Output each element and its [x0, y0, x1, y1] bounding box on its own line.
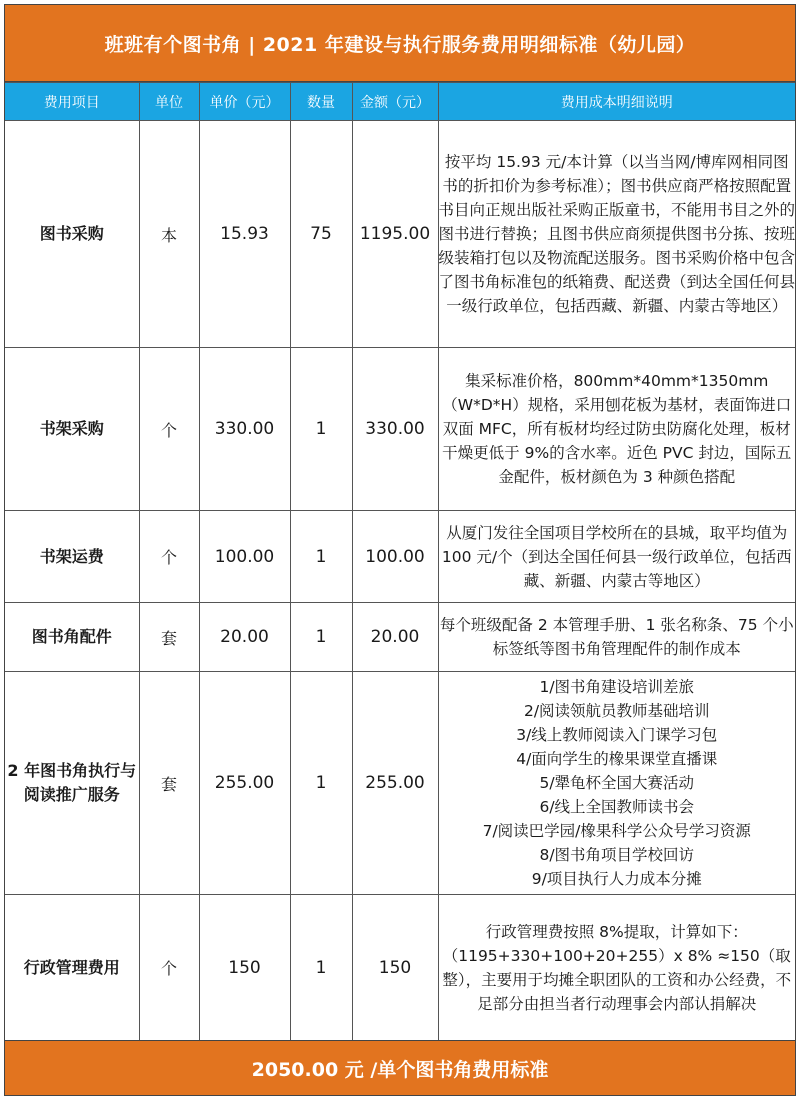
item-price: 100.00 — [199, 511, 290, 603]
table-header-row — [5, 83, 795, 121]
description-text: 行政管理费按照 8%提取，计算如下：（1195+330+100+20+255）x 8% ≈150（取整），主要用于均摊全职团队的工资和办公经费，不足部分由担当者行动理事会内部认捐解决 — [442, 922, 792, 1013]
item-amount: 150 — [352, 895, 438, 1041]
item-qty: 1 — [290, 511, 352, 603]
item-name: 图书角配件 — [5, 603, 139, 672]
item-description — [438, 121, 795, 348]
description-line: 3/线上教师阅读入门课学习包 — [516, 726, 718, 744]
description-text: 按平均 15.93 元/本计算（以当当网/博库网相同图书的折扣价为参考标准）；图书供应商严格按照配置书目向正规出版社采购正版童书，不能用书目之外的图书进行替换；且图书供应商须提供图书分拣、按班级装箱打包以及物流配送服务。图书采购价格中包含了图书角标准包的纸箱费、配送费（到达全国任何县一级行政单位，包括西藏、新疆、内蒙古等地区） — [438, 153, 796, 315]
total-footer: 2050.00 元 /单个图书角费用标准 — [5, 1040, 795, 1095]
cost-sheet — [4, 4, 796, 1096]
item-price: 150 — [199, 895, 290, 1041]
item-description — [438, 672, 795, 895]
table-row — [5, 672, 795, 895]
item-price: 330.00 — [199, 348, 290, 511]
item-name: 书架运费 — [5, 511, 139, 603]
description-text: 集采标准价格，800mm*40mm*1350mm（W*D*H）规格，采用刨花板为基材，表面饰进口双面 MFC，所有板材均经过防虫防腐化处理，板材干燥更低于 9%的含水率。近色 PVC 封边，国际五金配件，板材颜色为 3 种颜色搭配 — [442, 372, 792, 486]
item-unit: 套 — [139, 603, 199, 672]
item-qty: 1 — [290, 603, 352, 672]
col-header-price: 单价（元） — [199, 83, 290, 121]
item-description — [438, 348, 795, 511]
item-unit: 个 — [139, 511, 199, 603]
description-line: 2/阅读领航员教师基础培训 — [523, 702, 710, 720]
description-line: 6/线上全国教师读书会 — [539, 798, 695, 816]
col-header-amount: 金额（元） — [352, 83, 438, 121]
item-unit: 套 — [139, 672, 199, 895]
col-header-item: 费用项目 — [5, 83, 139, 121]
item-price: 255.00 — [199, 672, 290, 895]
page-title: 班班有个图书角 | 2021 年建设与执行服务费用明细标准（幼儿园） — [5, 5, 795, 82]
col-header-unit: 单位 — [139, 83, 199, 121]
item-amount: 255.00 — [352, 672, 438, 895]
item-name: 图书采购 — [5, 121, 139, 348]
item-name: 行政管理费用 — [5, 895, 139, 1041]
item-description — [438, 603, 795, 672]
description-text: 每个班级配备 2 本管理手册、1 张名称条、75 个小标签纸等图书角管理配件的制作成本 — [439, 616, 794, 658]
item-unit: 本 — [139, 121, 199, 348]
item-name: 书架采购 — [5, 348, 139, 511]
item-qty: 1 — [290, 672, 352, 895]
description-line: 1/图书角建设培训差旅 — [539, 678, 695, 696]
description-line: 7/阅读巴学园/橡果科学公众号学习资源 — [482, 822, 751, 840]
description-line: 4/面向学生的橡果课堂直播课 — [516, 750, 718, 768]
item-description — [438, 895, 795, 1041]
item-price: 20.00 — [199, 603, 290, 672]
table-row — [5, 603, 795, 672]
item-amount: 20.00 — [352, 603, 438, 672]
item-amount: 100.00 — [352, 511, 438, 603]
col-header-desc: 费用成本明细说明 — [438, 83, 795, 121]
item-unit: 个 — [139, 895, 199, 1041]
item-name: 2 年图书角执行与阅读推广服务 — [5, 672, 139, 895]
description-line: 5/犟龟杯全国大赛活动 — [539, 774, 695, 792]
description-line: 8/图书角项目学校回访 — [539, 846, 695, 864]
item-qty: 75 — [290, 121, 352, 348]
table-row — [5, 121, 795, 348]
item-amount: 330.00 — [352, 348, 438, 511]
cost-table — [5, 82, 795, 1041]
item-price: 15.93 — [199, 121, 290, 348]
item-qty: 1 — [290, 348, 352, 511]
table-row — [5, 348, 795, 511]
table-row — [5, 511, 795, 603]
item-amount: 1195.00 — [352, 121, 438, 348]
item-description — [438, 511, 795, 603]
col-header-qty: 数量 — [290, 83, 352, 121]
table-row — [5, 895, 795, 1041]
description-line: 9/项目执行人力成本分摊 — [531, 870, 702, 888]
item-qty: 1 — [290, 895, 352, 1041]
description-text: 从厦门发往全国项目学校所在的县城，取平均值为 100 元/个（到达全国任何县一级行政单位，包括西藏、新疆、内蒙古等地区） — [441, 523, 792, 590]
item-unit: 个 — [139, 348, 199, 511]
